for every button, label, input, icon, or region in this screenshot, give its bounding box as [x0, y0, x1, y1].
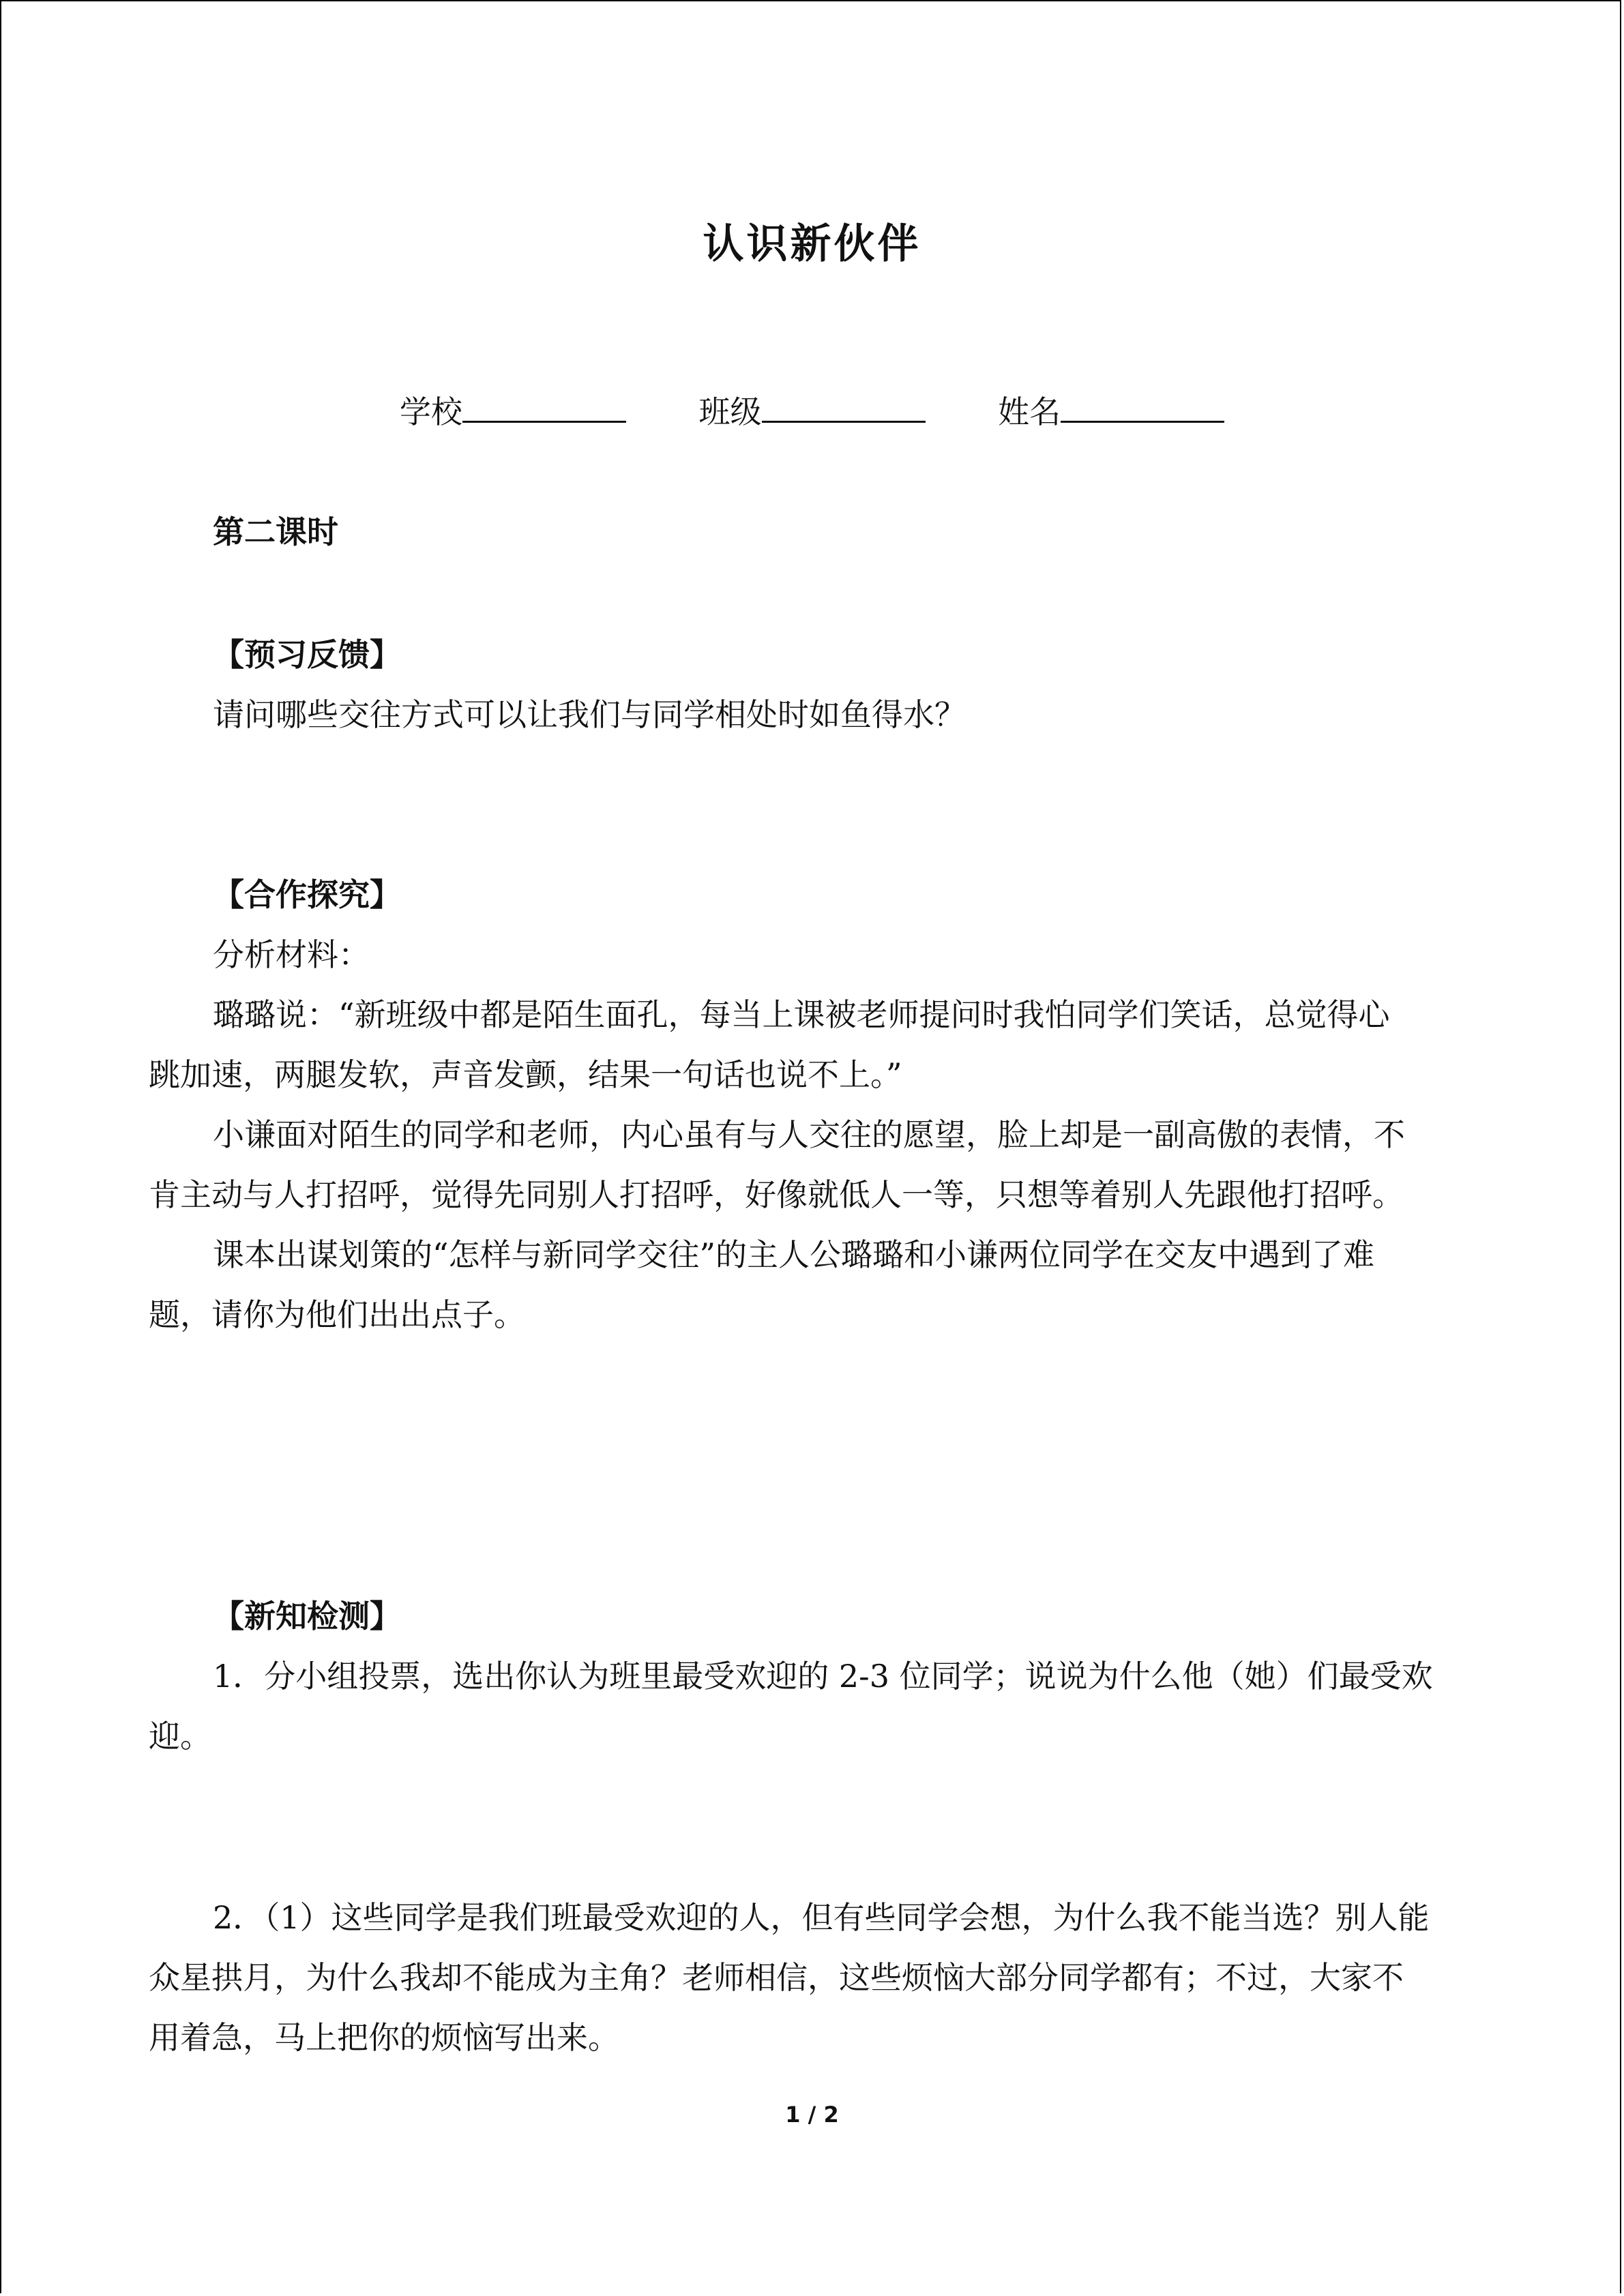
explore-paragraph-3-line-2: 题，请你为他们出出点子。: [149, 1296, 525, 1333]
school-label: 学校: [399, 393, 462, 430]
class-label: 班级: [698, 393, 762, 430]
explore-intro: 分析材料：: [213, 936, 370, 973]
name-field: [998, 387, 1224, 432]
explore-paragraph-1-line-1: 璐璐说：“新班级中都是陌生面孔，每当上课被老师提问时我怕同学们笑话，总觉得心: [213, 996, 1390, 1033]
check-heading: 【新知检测】: [213, 1598, 401, 1635]
check-question-2-line-2: 众星拱月，为什么我却不能成为主角？老师相信，这些烦恼大部分同学都有；不过，大家不: [149, 1959, 1404, 1996]
class-blank[interactable]: [762, 391, 926, 423]
explore-paragraph-3-line-1: 课本出谋划策的“怎样与新同学交往”的主人公璐璐和小谦两位同学在交友中遇到了难: [213, 1236, 1375, 1273]
school-field: [400, 387, 626, 432]
explore-heading: 【合作探究】: [213, 876, 401, 913]
explore-paragraph-1-line-2: 跳加速，两腿发软，声音发颤，结果一句话也说不上。”: [149, 1056, 902, 1093]
explore-paragraph-2-line-1: 小谦面对陌生的同学和老师，内心虽有与人交往的愿望，脸上却是一副高傲的表情，不: [213, 1116, 1405, 1153]
check-question-2-line-1: 2．（1）这些同学是我们班最受欢迎的人，但有些同学会想，为什么我不能当选？别人能: [213, 1899, 1430, 1936]
preview-question: 请问哪些交往方式可以让我们与同学相处时如鱼得水？: [213, 696, 966, 733]
check-question-1-line-1: 1．分小组投票，选出你认为班里最受欢迎的 2-3 位同学；说说为什么他（她）们最受欢: [213, 1658, 1433, 1695]
class-field: [699, 387, 926, 432]
explore-paragraph-2-line-2: 肯主动与人打招呼，觉得先同别人打招呼，好像就低人一等，只想等着别人先跟他打招呼。: [149, 1176, 1404, 1213]
student-info-line: [0, 387, 1624, 432]
preview-heading: 【预习反馈】: [213, 636, 401, 673]
name-blank[interactable]: [1061, 391, 1224, 423]
lesson-label: 第二课时: [213, 513, 338, 550]
check-question-1-line-2: 迎。: [149, 1718, 211, 1755]
name-label: 姓名: [998, 393, 1061, 430]
check-question-2-line-3: 用着急，马上把你的烦恼写出来。: [149, 2019, 619, 2056]
page-number: 1 / 2: [785, 2102, 839, 2128]
school-blank[interactable]: [462, 391, 626, 423]
document-title: 认识新伙伴: [703, 220, 921, 268]
